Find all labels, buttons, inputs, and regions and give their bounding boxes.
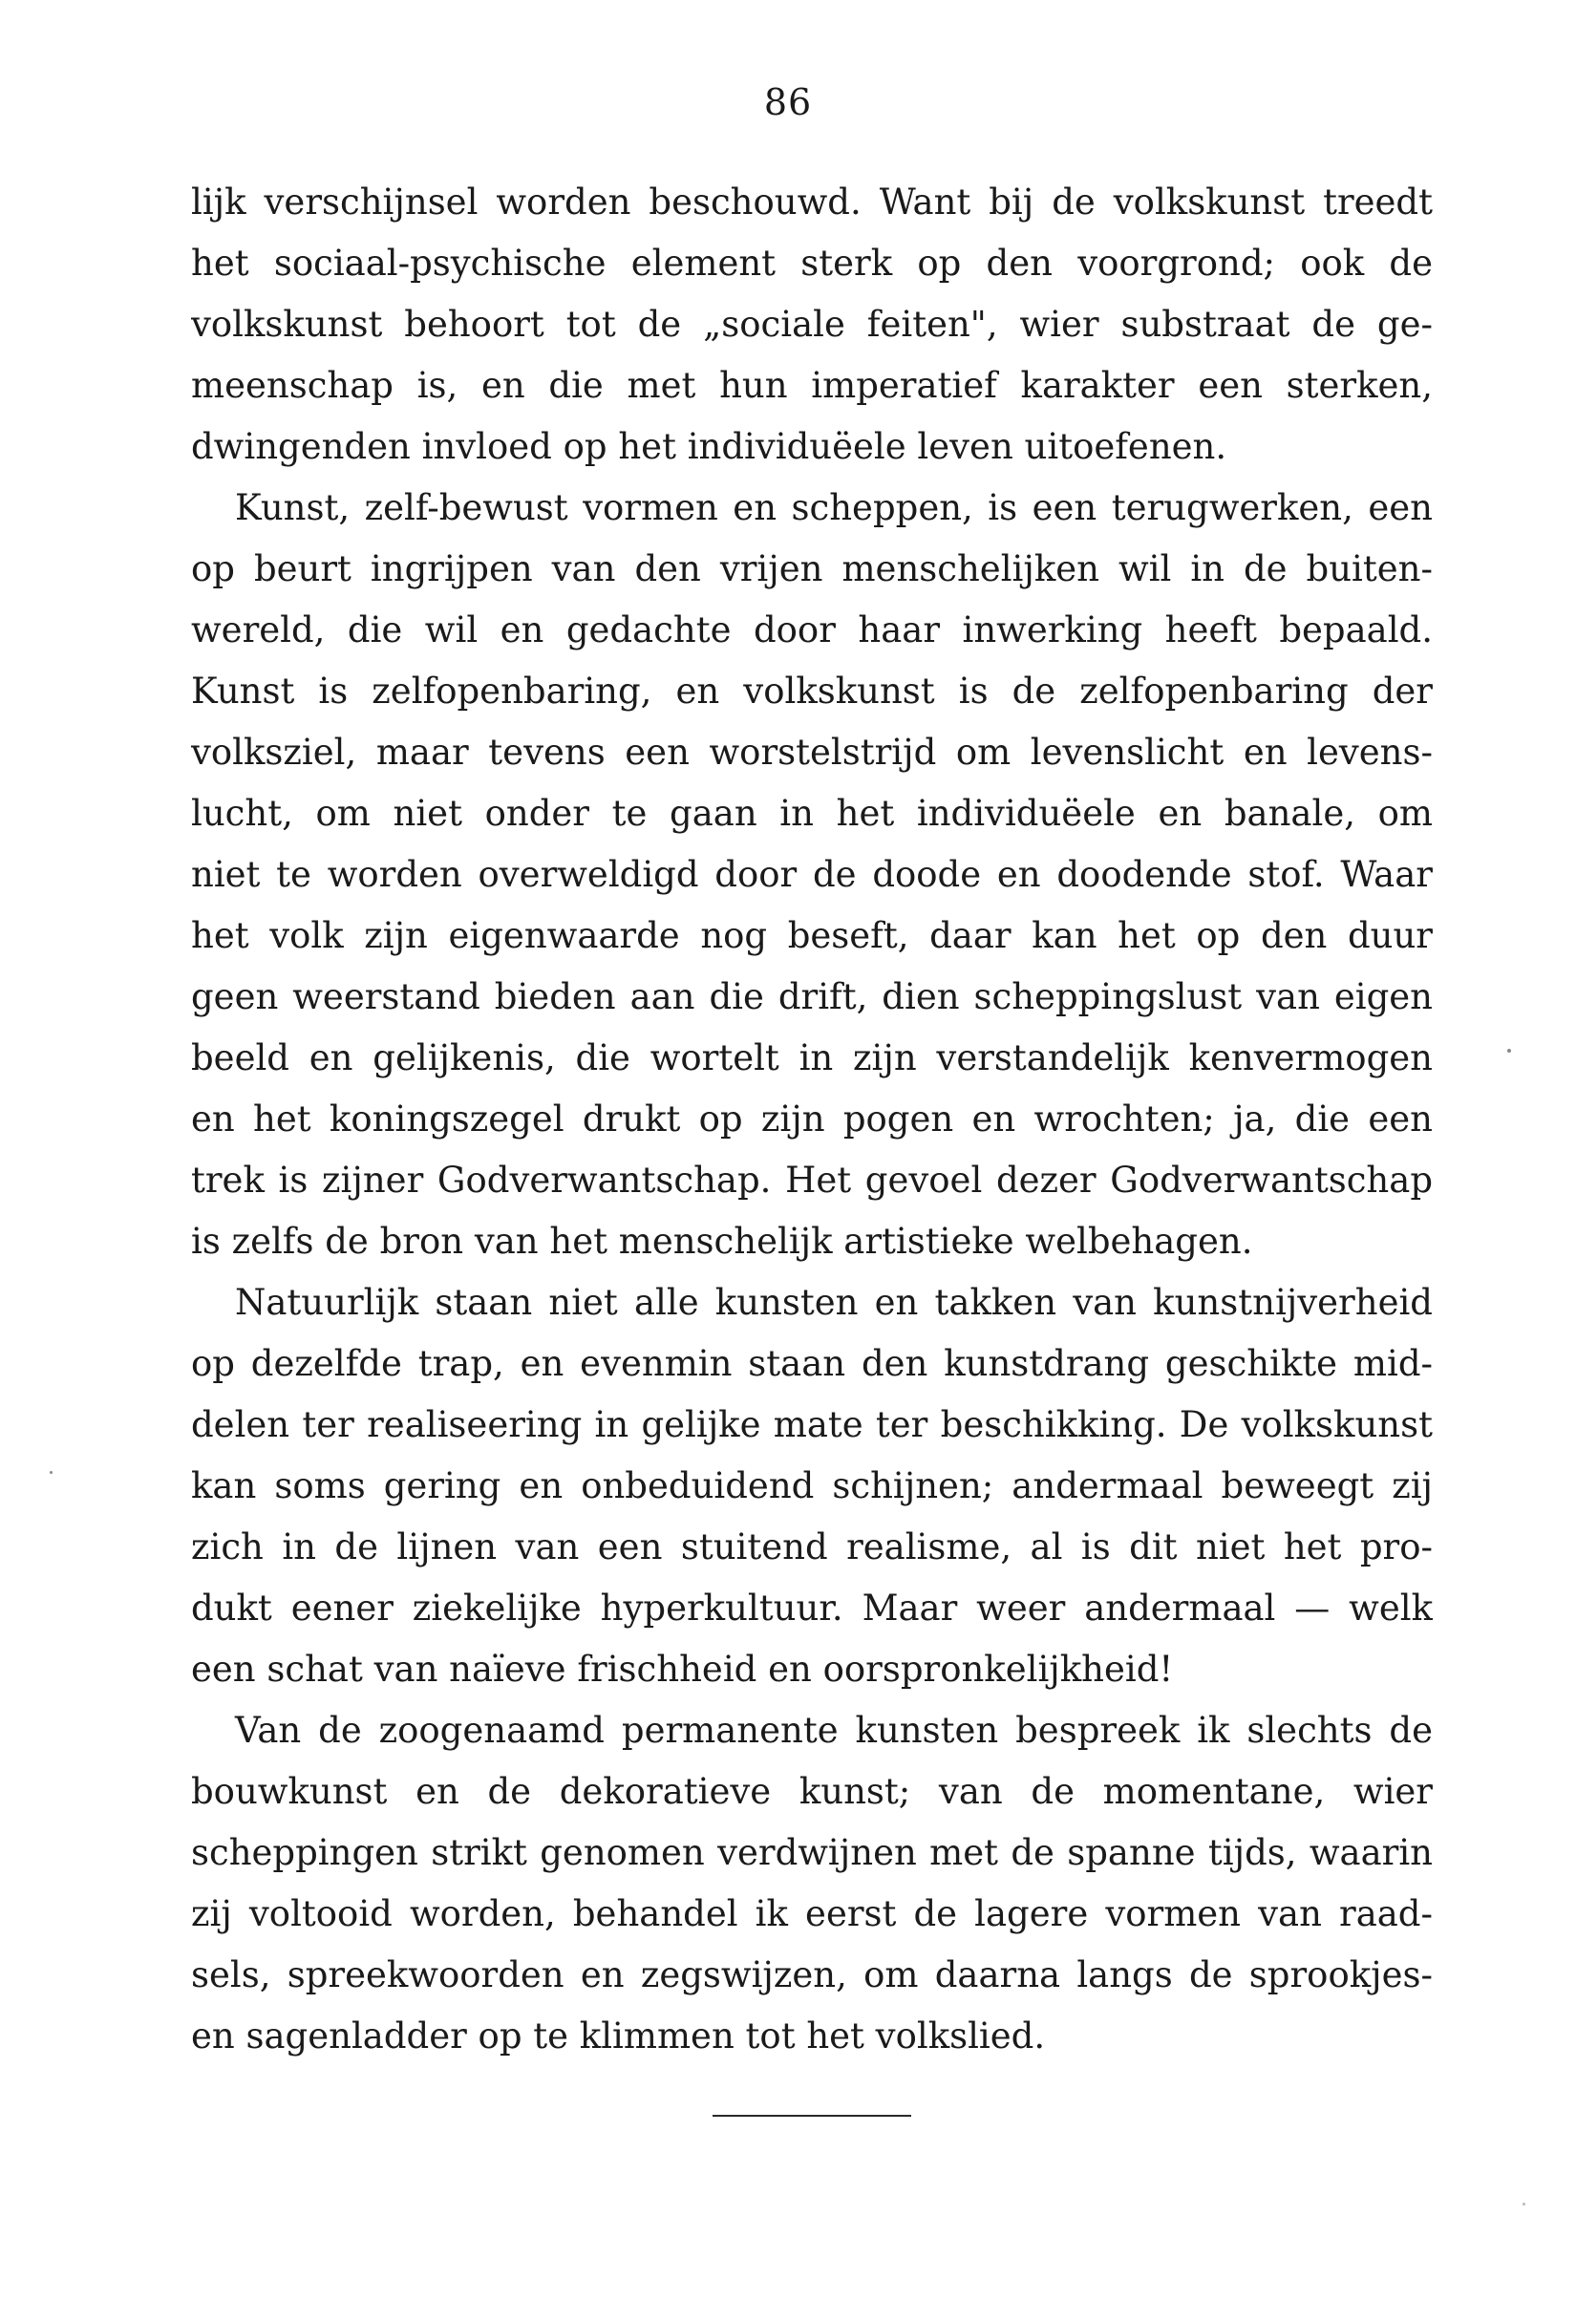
text-line: het volk zijn eigenwaarde nog beseft, daar kan het op den duur [191, 915, 1433, 956]
text-line: zij voltooid worden, behandel ik eerst de lagere vormen van raad- [191, 1893, 1433, 1934]
text-line: kan soms gering en onbeduidend schijnen; andermaal beweegt zij [191, 1465, 1433, 1506]
paragraph [191, 1272, 1433, 1700]
text-line: op beurt ingrijpen van den vrijen menschelijken wil in de buiten- [191, 548, 1433, 589]
text-line: trek is zijner Godverwantschap. Het gevoel dezer Godverwantschap [191, 1160, 1433, 1201]
paragraph [191, 1700, 1433, 2067]
text-line: en sagenladder op te klimmen tot het volkslied. [191, 2015, 1046, 2057]
scan-speck [50, 1471, 53, 1474]
text-line: volkskunst behoort tot de „sociale feiten", wier substraat de ge- [191, 304, 1433, 345]
text-line: wereld, die wil en gedachte door haar inwerking heeft bepaald. [191, 609, 1433, 650]
text-line: dwingenden invloed op het individuëele leven uitoefenen. [191, 426, 1227, 467]
paragraph [191, 478, 1433, 1272]
scan-speck [1523, 2203, 1525, 2206]
text-line: volksziel, maar tevens een worstelstrijd om levenslicht en levens- [191, 732, 1433, 773]
text-line: beeld en gelijkenis, die wortelt in zijn verstandelijk kenvermogen [191, 1037, 1433, 1078]
text-line: niet te worden overweldigd door de doode en doodende stof. Waar [191, 854, 1433, 895]
text-line: dukt eener ziekelijke hyperkultuur. Maar weer andermaal — welk [191, 1588, 1433, 1629]
text-line: Kunst, zelf-bewust vormen en scheppen, is een terugwerken, een [235, 487, 1433, 528]
text-line: het sociaal-psychische element sterk op den voorgrond; ook de [191, 243, 1433, 284]
text-line: Kunst is zelfopenbaring, en volkskunst is de zelfopenbaring der [191, 671, 1433, 712]
text-line: is zelfs de bron van het menschelijk artistieke welbehagen. [191, 1221, 1253, 1262]
body-text [191, 172, 1433, 2067]
text-line: scheppingen strikt genomen verdwijnen met de spanne tijds, waarin [191, 1832, 1433, 1873]
text-line: Van de zoogenaamd permanente kunsten bespreek ik slechts de [235, 1710, 1433, 1751]
text-line: geen weerstand bieden aan die drift, dien scheppingslust van eigen [191, 976, 1433, 1017]
page-number: 86 [763, 81, 813, 123]
text-line: op dezelfde trap, en evenmin staan den kunstdrang geschikte mid- [191, 1343, 1433, 1384]
text-line: meenschap is, en die met hun imperatief karakter een sterken, [191, 365, 1433, 406]
text-line: delen ter realiseering in gelijke mate ter beschikking. De volkskunst [191, 1404, 1433, 1445]
paragraph [191, 172, 1433, 478]
text-line: zich in de lijnen van een stuitend realisme, al is dit niet het pro- [191, 1526, 1433, 1567]
text-line: sels, spreekwoorden en zegswijzen, om daarna langs de sprookjes- [191, 1954, 1433, 1995]
text-line: lucht, om niet onder te gaan in het individuëele en banale, om [191, 793, 1433, 834]
text-line: een schat van naïeve frischheid en oorspronkelijkheid! [191, 1649, 1174, 1690]
section-end-rule [713, 2115, 911, 2117]
text-line: lijk verschijnsel worden beschouwd. Want bij de volkskunst treedt [191, 181, 1433, 223]
text-line: Natuurlijk staan niet alle kunsten en takken van kunstnijverheid [235, 1282, 1433, 1323]
text-line: bouwkunst en de dekoratieve kunst; van de momentane, wier [191, 1771, 1433, 1812]
scan-speck [1507, 1049, 1511, 1053]
text-line: en het koningszegel drukt op zijn pogen en wrochten; ja, die een [191, 1098, 1433, 1140]
